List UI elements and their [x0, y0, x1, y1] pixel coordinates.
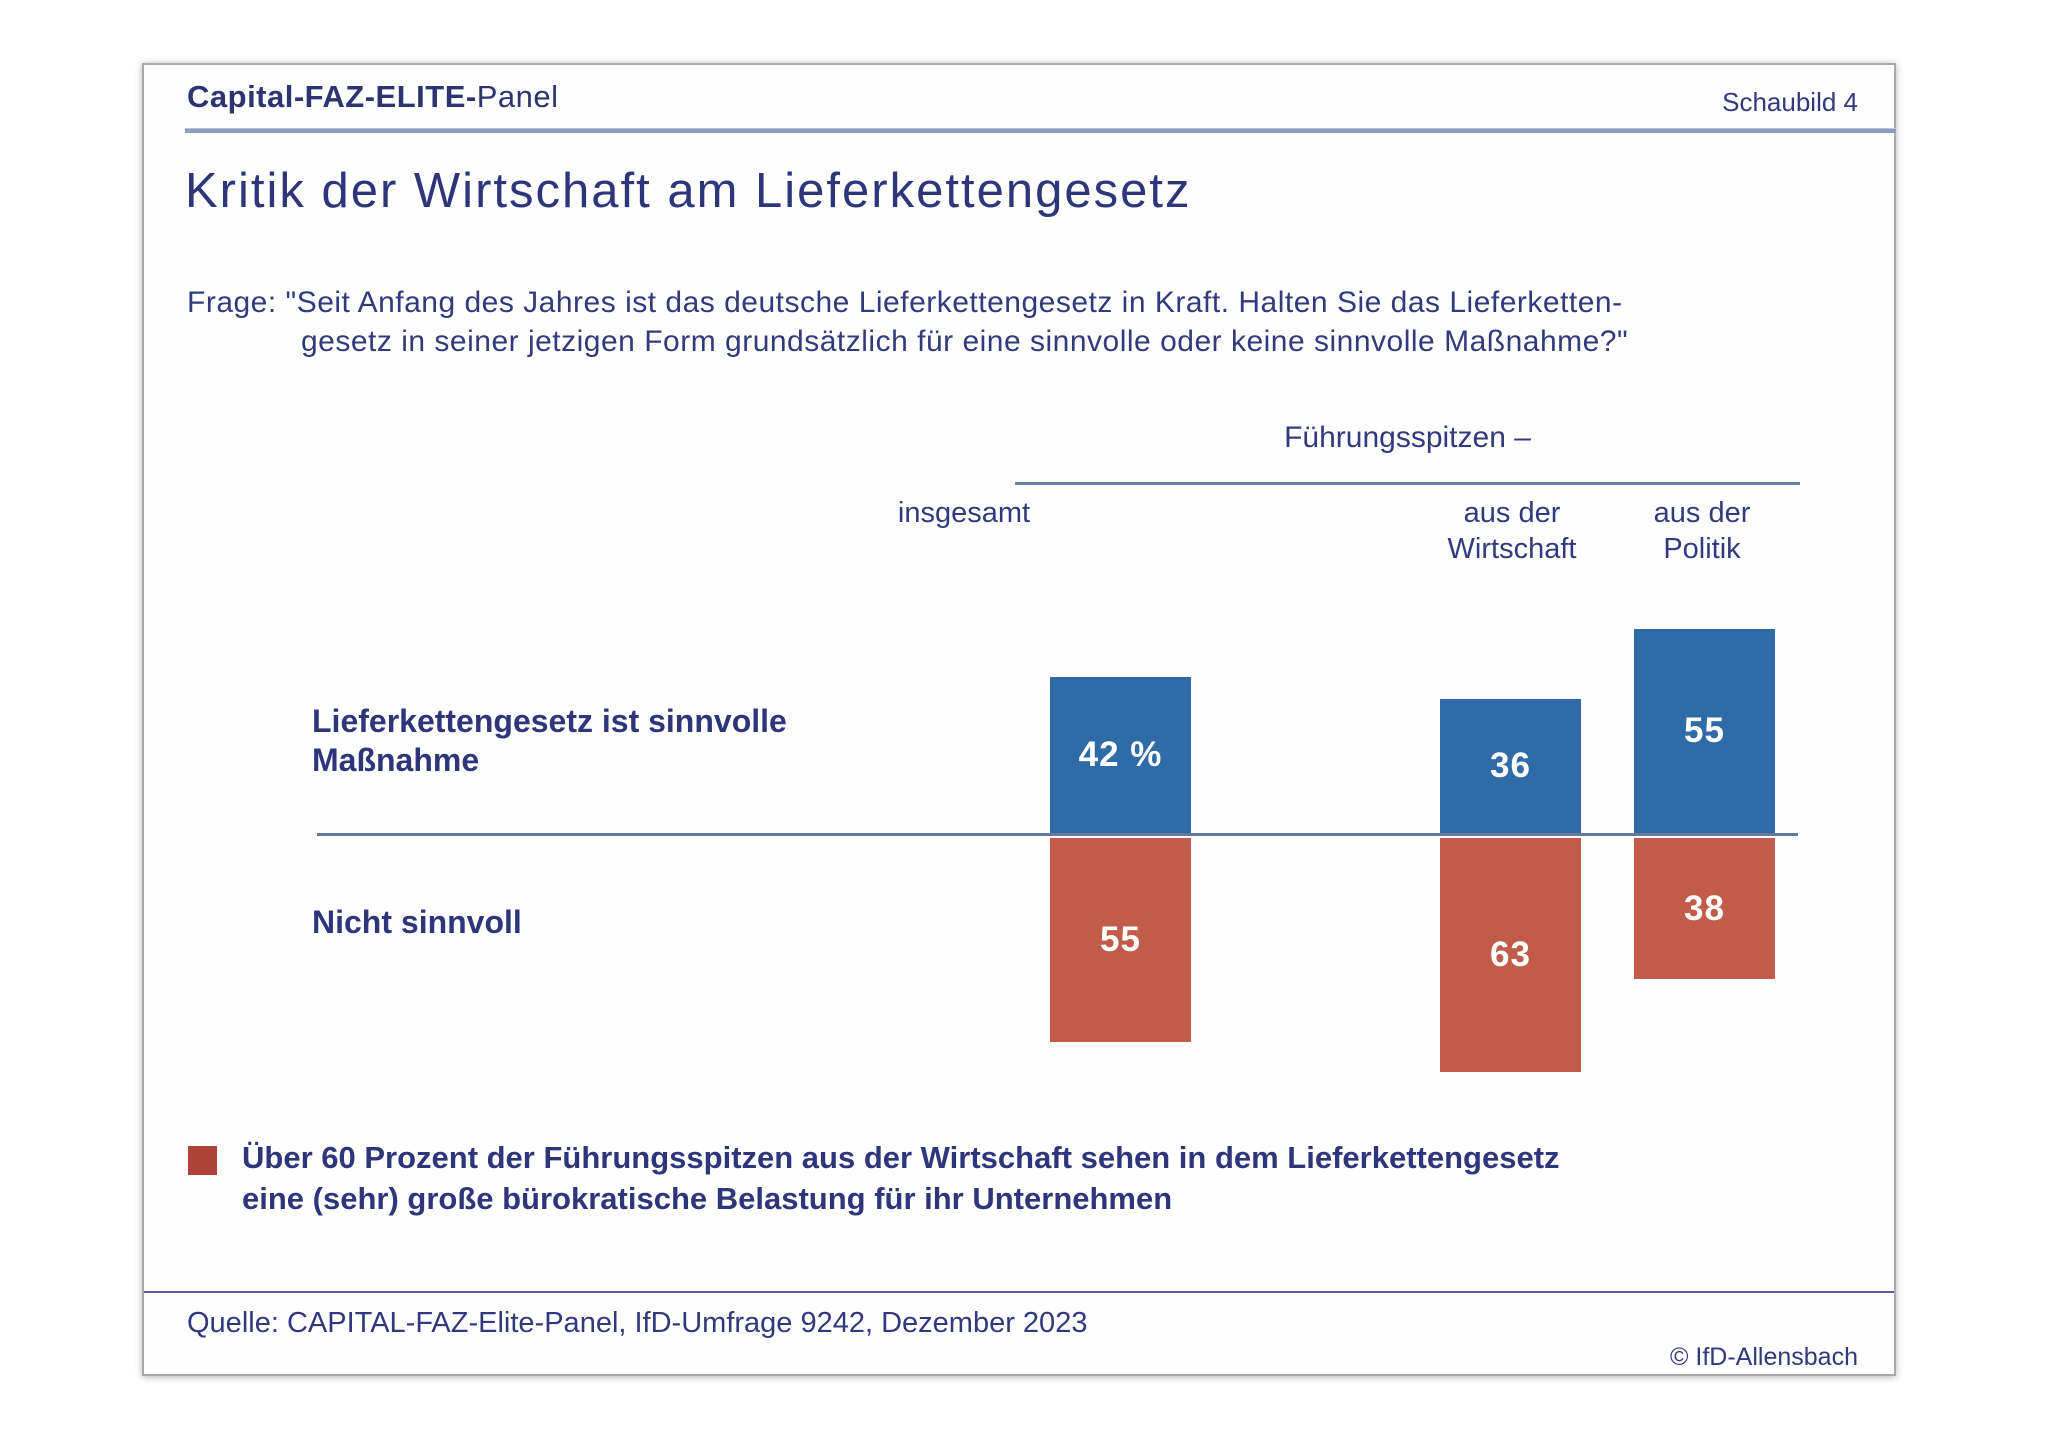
- brand-bold-part: Capital-FAZ-ELITE-: [187, 79, 477, 114]
- bar-value-label: 42 %: [1078, 735, 1163, 774]
- slide-card: [142, 63, 1896, 1376]
- key-finding-line1: Über 60 Prozent der Führungsspitzen aus der Wirtschaft sehen in dem Lieferkettengesetz: [242, 1140, 1560, 1175]
- survey-question-line2: gesetz in seiner jetzigen Form grundsätzlich für eine sinnvolle oder keine sinnvolle Maßnahme?": [301, 325, 1629, 358]
- bar-sinnvoll-wirtschaft: [1440, 699, 1581, 833]
- bar-value-label: 55: [1684, 711, 1725, 750]
- copyright-note: © IfD-Allensbach: [1670, 1343, 1858, 1371]
- bar-nicht-sinnvoll-politik: [1634, 838, 1775, 979]
- key-finding-annotation: [242, 1137, 1722, 1219]
- header-divider: [185, 128, 1896, 133]
- red-bullet-square-icon: [188, 1146, 217, 1175]
- brand-regular-part: Panel: [476, 79, 559, 114]
- bar-value-label: 36: [1490, 746, 1531, 785]
- bar-value-label: 55: [1100, 920, 1141, 959]
- key-finding-line2: eine (sehr) große bürokratische Belastung für ihr Unternehmen: [242, 1181, 1173, 1216]
- column-label-wirtschaft: aus der Wirtschaft: [1447, 497, 1577, 565]
- column-label-politik: aus der Politik: [1653, 497, 1751, 565]
- source-note: Quelle: CAPITAL-FAZ-Elite-Panel, IfD-Umfrage 9242, Dezember 2023: [187, 1307, 1088, 1339]
- bar-nicht-sinnvoll-wirtschaft: [1440, 838, 1581, 1072]
- zero-baseline: [317, 833, 1798, 836]
- bar-value-label: 63: [1490, 935, 1531, 974]
- bar-sinnvoll-politik: [1634, 629, 1775, 833]
- column-group-divider: [1015, 482, 1800, 485]
- footer-divider: [144, 1291, 1894, 1293]
- bar-nicht-sinnvoll-insgesamt: [1050, 838, 1191, 1042]
- survey-question: [187, 283, 1887, 361]
- bar-sinnvoll-insgesamt: [1050, 677, 1191, 833]
- series-label-sinnvoll: Lieferkettengesetz ist sinnvolle Maßnahme: [312, 703, 787, 778]
- bar-value-label: 38: [1684, 888, 1725, 928]
- series-label-nicht-sinnvoll: Nicht sinnvoll: [312, 904, 522, 940]
- brand-title: [187, 79, 559, 115]
- column-label-insgesamt: insgesamt: [897, 497, 1031, 529]
- survey-question-line1: Frage: "Seit Anfang des Jahres ist das deutsche Lieferkettengesetz in Kraft. Halten Sie das Lieferketten-: [187, 286, 1623, 319]
- slide-number-label: Schaubild 4: [1722, 87, 1858, 117]
- page-title: Kritik der Wirtschaft am Lieferkettengesetz: [185, 164, 1192, 218]
- column-group-header: Führungsspitzen –: [1284, 421, 1531, 454]
